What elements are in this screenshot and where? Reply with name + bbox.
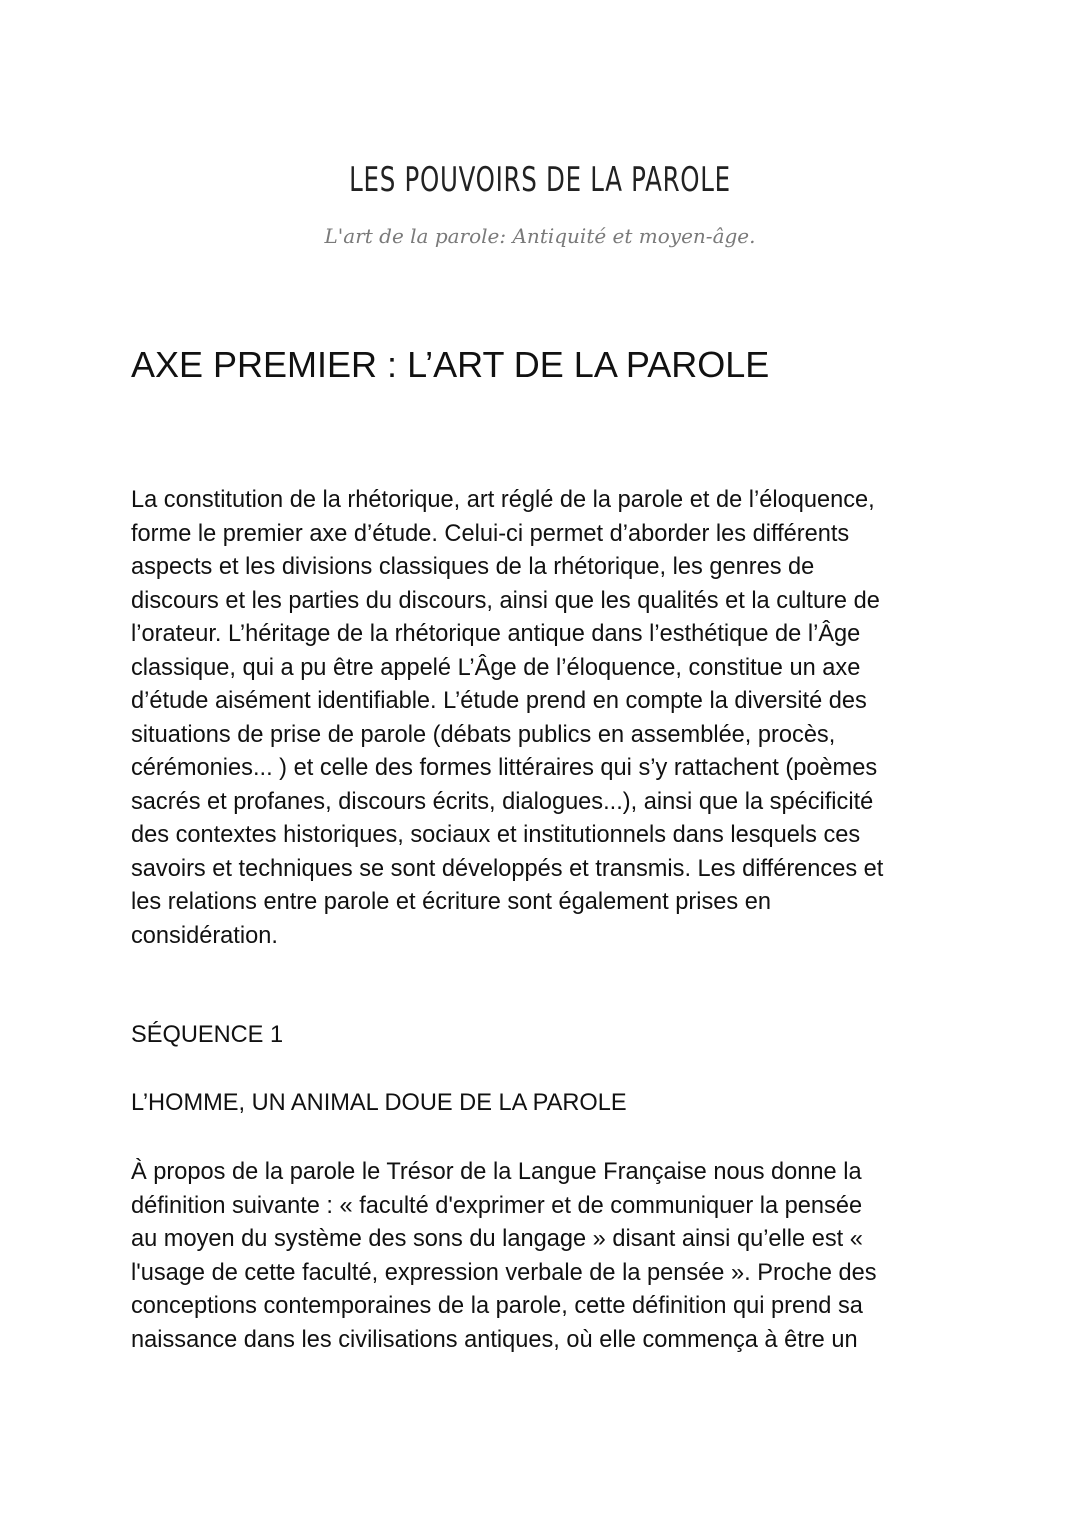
paragraph-line: La constitution de la rhétorique, art réglé de la parole et de l’éloquence, — [131, 487, 875, 513]
paragraph-line: d’étude aisément identifiable. L’étude prend en compte la diversité des — [131, 688, 867, 714]
paragraph-line: définition suivante : « faculté d'exprimer et de communiquer la pensée — [131, 1192, 863, 1219]
paragraph-line: discours et les parties du discours, ainsi que les qualités et la culture de — [131, 587, 880, 614]
sequence-label: SÉQUENCE 1 — [131, 1022, 284, 1048]
paragraph-line: situations de prise de parole (débats publics en assemblée, procès, — [131, 721, 836, 748]
paragraph-line: sacrés et profanes, discours écrits, dialogues...), ainsi que la spécificité — [131, 788, 874, 815]
paragraph-line: considération. — [131, 922, 278, 949]
intro-paragraph — [131, 484, 951, 953]
paragraph-line: l’orateur. L’héritage de la rhétorique antique dans l’esthétique de l’Âge — [131, 621, 861, 647]
paragraph-line: À propos de la parole le Trésor de la Langue Française nous donne la — [131, 1159, 862, 1185]
paragraph-line: les relations entre parole et écriture sont également prises en — [131, 889, 772, 915]
paragraph-line: cérémonies... ) et celle des formes littéraires qui s’y rattachent (poèmes — [131, 755, 878, 781]
paragraph-line: l'usage de cette faculté, expression verbale de la pensée ». Proche des — [131, 1259, 877, 1286]
paragraph-line: des contextes historiques, sociaux et institutionnels dans lesquels ces — [131, 822, 861, 848]
paragraph-line: aspects et les divisions classiques de la rhétorique, les genres de — [131, 554, 815, 580]
definition-paragraph — [131, 1156, 951, 1357]
section-heading: AXE PREMIER : L’ART DE LA PAROLE — [131, 344, 770, 385]
document-header-subtitle: L'art de la parole: Antiquité et moyen-âge. — [324, 224, 756, 248]
paragraph-line: naissance dans les civilisations antiques, où elle commença à être un — [131, 1326, 858, 1353]
paragraph-line: savoirs et techniques se sont développés et transmis. Les différences et — [131, 855, 884, 882]
paragraph-line: conceptions contemporaines de la parole, cette définition qui prend sa — [131, 1293, 863, 1319]
paragraph-line: forme le premier axe d’étude. Celui-ci permet d’aborder les différents — [131, 520, 850, 547]
document-header-title: LES POUVOIRS DE LA PAROLE — [349, 160, 731, 200]
paragraph-line: classique, qui a pu être appelé L’Âge de l’éloquence, constitue un axe — [131, 654, 861, 681]
sequence-title: L’HOMME, UN ANIMAL DOUE DE LA PAROLE — [131, 1090, 627, 1116]
paragraph-line: au moyen du système des sons du langage » disant ainsi qu’elle est « — [131, 1226, 863, 1252]
